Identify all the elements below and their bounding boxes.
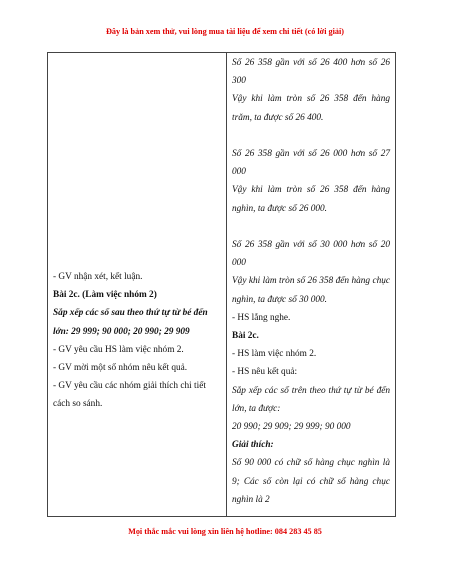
rounding-conclusion: Vậy khi làm tròn số 26 358 đến hàng trăm, ta được số 26 400. <box>232 94 390 123</box>
rounding-comparison: Số 26 358 gần với số 30 000 hơn số 20 000 <box>232 240 390 269</box>
explanation-text: Số 90 000 có chữ số hàng chục nghìn là 9; Các số còn lại có chữ số hàng chục nghìn là 2 <box>232 458 390 505</box>
answer-intro: Sắp xếp các số trên theo thứ tự từ bé đến lớn, ta được: <box>232 385 390 414</box>
student-activity-column <box>232 54 390 509</box>
rounding-conclusion: Vậy khi làm tròn số 26 358 đến hàng nghìn, ta được số 26 000. <box>232 185 390 214</box>
rounding-comparison: Số 26 358 gần với số 26 400 hơn số 26 300 <box>232 58 390 87</box>
preview-notice: Đây là bản xem thử, vui lòng mua tài liệu để xem chi tiết (có lời giải) <box>105 27 344 36</box>
lesson-table <box>47 52 396 517</box>
teacher-remark: - GV nhận xét, kết luận. <box>53 272 143 282</box>
rounding-comparison: Số 26 358 gần với số 26 000 hơn số 27 000 <box>232 149 390 178</box>
exercise-title: Bài 2c. (Làm việc nhóm 2) <box>53 290 157 301</box>
exercise-title: Bài 2c. <box>232 331 259 342</box>
exercise-prompt: Sắp xếp các số sau theo thứ tự từ bé đến lớn: 29 999; 90 000; 20 990; 29 909 <box>53 308 208 337</box>
student-response: - HS nêu kết quả: <box>232 367 298 378</box>
teacher-instruction: - GV mời một số nhóm nêu kết quả. <box>53 363 188 374</box>
column-divider <box>226 53 227 516</box>
answer-sequence: 20 990; 29 909; 29 999; 90 000 <box>232 422 351 433</box>
teacher-instruction: - GV yêu cầu các nhóm giải thích chi tiết cách so sánh. <box>53 381 206 410</box>
teacher-activity-column <box>53 268 221 414</box>
student-response: - HS lắng nghe. <box>232 312 291 323</box>
rounding-conclusion: Vậy khi làm tròn số 26 358 đến hàng chục nghìn, ta được số 30 000. <box>232 276 390 305</box>
teacher-instruction: - GV yêu cầu HS làm việc nhóm 2. <box>53 344 184 355</box>
hotline-notice: Mọi thắc mắc vui lòng xin liên hệ hotline: 084 283 45 85 <box>128 527 322 536</box>
explanation-heading: Giải thích: <box>232 440 274 451</box>
student-response: - HS làm việc nhóm 2. <box>232 349 317 360</box>
